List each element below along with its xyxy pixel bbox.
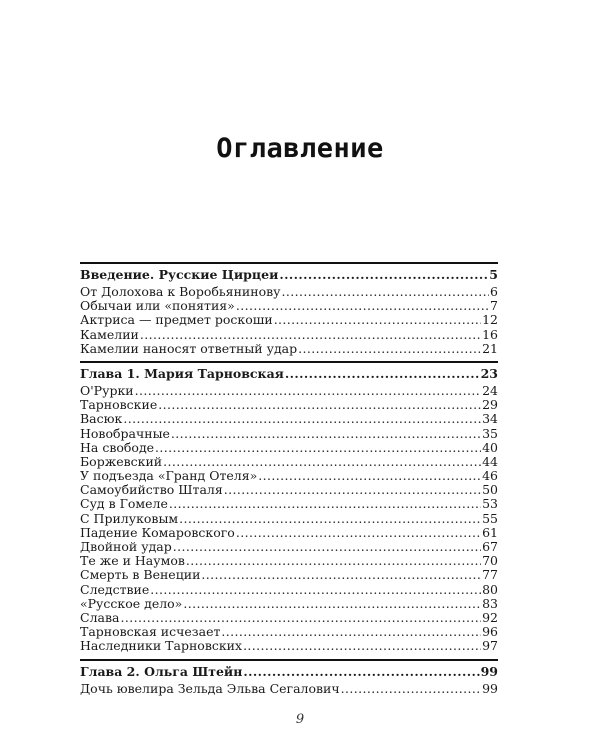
entry-page-number: 53 — [482, 496, 498, 512]
entry-page-number: 97 — [482, 638, 498, 654]
toc-section-introduction — [80, 262, 498, 356]
toc-section-chapter-1 — [80, 361, 498, 654]
toc-section-chapter-2 — [80, 659, 498, 696]
entry-title: Боржевский — [80, 453, 163, 469]
heading-page-number: 23 — [480, 365, 498, 381]
entry-page-number: 16 — [482, 326, 498, 342]
entry-title: На свободе — [80, 439, 155, 455]
toc-entry[interactable] — [80, 625, 498, 639]
entry-title: Двойной удар — [80, 539, 172, 554]
entry-title: «Русское дело» — [80, 595, 183, 611]
toc-entry[interactable] — [80, 568, 498, 582]
toc-entry[interactable] — [80, 611, 498, 625]
entry-page-number: 7 — [490, 298, 498, 314]
dot-leader — [123, 412, 481, 426]
toc-entry[interactable] — [80, 285, 498, 299]
entry-title: Обычаи или «понятия» — [80, 298, 235, 314]
entry-title: Дочь ювелира Зельда Эльва Сегалович — [80, 680, 340, 696]
entry-page-number: 44 — [482, 453, 498, 469]
entry-page-number: 46 — [482, 468, 498, 484]
entry-title: Новобрачные — [80, 425, 170, 441]
toc-entry[interactable] — [80, 682, 498, 696]
entry-page-number: 35 — [482, 425, 498, 441]
toc-entry[interactable] — [80, 483, 498, 497]
dot-leader — [201, 568, 481, 582]
toc-entry[interactable] — [80, 441, 498, 455]
entry-page-number: 21 — [482, 340, 498, 356]
entry-title: С Прилуковым — [80, 510, 179, 526]
entry-page-number: 6 — [490, 284, 498, 299]
entry-title: Суд в Гомеле — [80, 496, 168, 512]
toc-entry[interactable] — [80, 597, 498, 611]
entry-title: Васюк — [80, 411, 123, 427]
entry-page-number: 29 — [482, 397, 498, 413]
entry-page-number: 12 — [482, 312, 498, 328]
dot-leader — [236, 526, 481, 540]
entry-title: У подъезда «Гранд Отеля» — [80, 468, 258, 484]
heading-title: Глава 1. Мария Тарновская — [80, 365, 284, 381]
toc-entry[interactable] — [80, 299, 498, 313]
entry-page-number: 70 — [482, 553, 498, 569]
heading-title: Введение. Русские Цирцеи — [80, 267, 279, 282]
dot-leader — [158, 398, 481, 412]
dot-leader — [169, 497, 481, 511]
toc-entry[interactable] — [80, 583, 498, 597]
toc-entry[interactable] — [80, 455, 498, 469]
entry-title: Следствие — [80, 581, 150, 597]
entry-page-number: 80 — [482, 581, 498, 597]
toc-entry[interactable] — [80, 554, 498, 568]
table-of-contents — [80, 262, 498, 696]
dot-leader — [279, 266, 488, 283]
entry-title: Тарновские — [80, 397, 158, 413]
dot-leader — [221, 625, 481, 639]
dot-leader — [243, 663, 479, 680]
entry-page-number: 34 — [482, 411, 498, 427]
entry-page-number: 77 — [482, 567, 498, 583]
toc-entry[interactable] — [80, 412, 498, 426]
toc-entry[interactable] — [80, 497, 498, 511]
dot-leader — [163, 455, 481, 469]
entry-title: Камелии наносят ответный удар — [80, 340, 298, 356]
heading-title: Глава 2. Ольга Штейн — [80, 663, 243, 679]
entry-title: От Долохова к Воробьянинову — [80, 284, 281, 299]
dot-leader — [341, 682, 481, 696]
heading-page-number: 5 — [489, 267, 498, 282]
dot-leader — [140, 328, 481, 342]
dot-leader — [150, 583, 481, 597]
dot-leader — [236, 299, 489, 313]
entry-title: Наследники Тарновских — [80, 638, 243, 654]
entry-title: Самоубийство Шталя — [80, 482, 223, 498]
entry-page-number: 61 — [482, 524, 498, 540]
dot-leader — [183, 597, 481, 611]
toc-section-heading[interactable] — [80, 262, 498, 285]
entry-page-number: 67 — [482, 539, 498, 554]
entry-title: О'Рурки — [80, 382, 134, 398]
toc-entry[interactable] — [80, 427, 498, 441]
dot-leader — [173, 540, 481, 554]
heading-page-number: 99 — [480, 663, 498, 679]
page-title: Оглавление — [216, 133, 384, 164]
dot-leader — [224, 483, 481, 497]
entry-title: Те же и Наумов — [80, 553, 185, 569]
toc-entry[interactable] — [80, 328, 498, 342]
toc-entry[interactable] — [80, 526, 498, 540]
dot-leader — [186, 554, 481, 568]
toc-entry[interactable] — [80, 384, 498, 398]
entry-title: Слава — [80, 609, 120, 625]
dot-leader — [155, 441, 481, 455]
dot-leader — [258, 469, 481, 483]
toc-entry[interactable] — [80, 469, 498, 483]
dot-leader — [171, 427, 481, 441]
toc-entry[interactable] — [80, 540, 498, 554]
entry-page-number: 99 — [482, 680, 498, 696]
toc-section-heading[interactable] — [80, 659, 498, 682]
page-number: 9 — [295, 712, 305, 727]
entry-title: Камелии — [80, 326, 139, 342]
toc-section-heading[interactable] — [80, 361, 498, 384]
entry-page-number: 83 — [482, 595, 498, 611]
dot-leader — [274, 313, 481, 327]
dot-leader — [135, 384, 481, 398]
toc-entry[interactable] — [80, 639, 498, 653]
entry-page-number: 24 — [482, 382, 498, 398]
toc-entry[interactable] — [80, 398, 498, 412]
dot-leader — [179, 512, 481, 526]
entry-page-number: 50 — [482, 482, 498, 498]
dot-leader — [298, 342, 481, 356]
toc-entry[interactable] — [80, 512, 498, 526]
entry-page-number: 55 — [482, 510, 498, 526]
dot-leader — [120, 611, 481, 625]
toc-entry[interactable] — [80, 313, 498, 327]
entry-title: Смерть в Венеции — [80, 567, 201, 583]
entry-title: Актриса — предмет роскоши — [80, 312, 273, 328]
dot-leader — [281, 285, 489, 299]
dot-leader — [285, 365, 480, 382]
entry-page-number: 96 — [482, 624, 498, 640]
entry-page-number: 92 — [482, 609, 498, 625]
dot-leader — [243, 639, 481, 653]
entry-page-number: 40 — [482, 439, 498, 455]
toc-entry[interactable] — [80, 342, 498, 356]
entry-title: Падение Комаровского — [80, 524, 235, 540]
entry-title: Тарновская исчезает — [80, 624, 221, 640]
